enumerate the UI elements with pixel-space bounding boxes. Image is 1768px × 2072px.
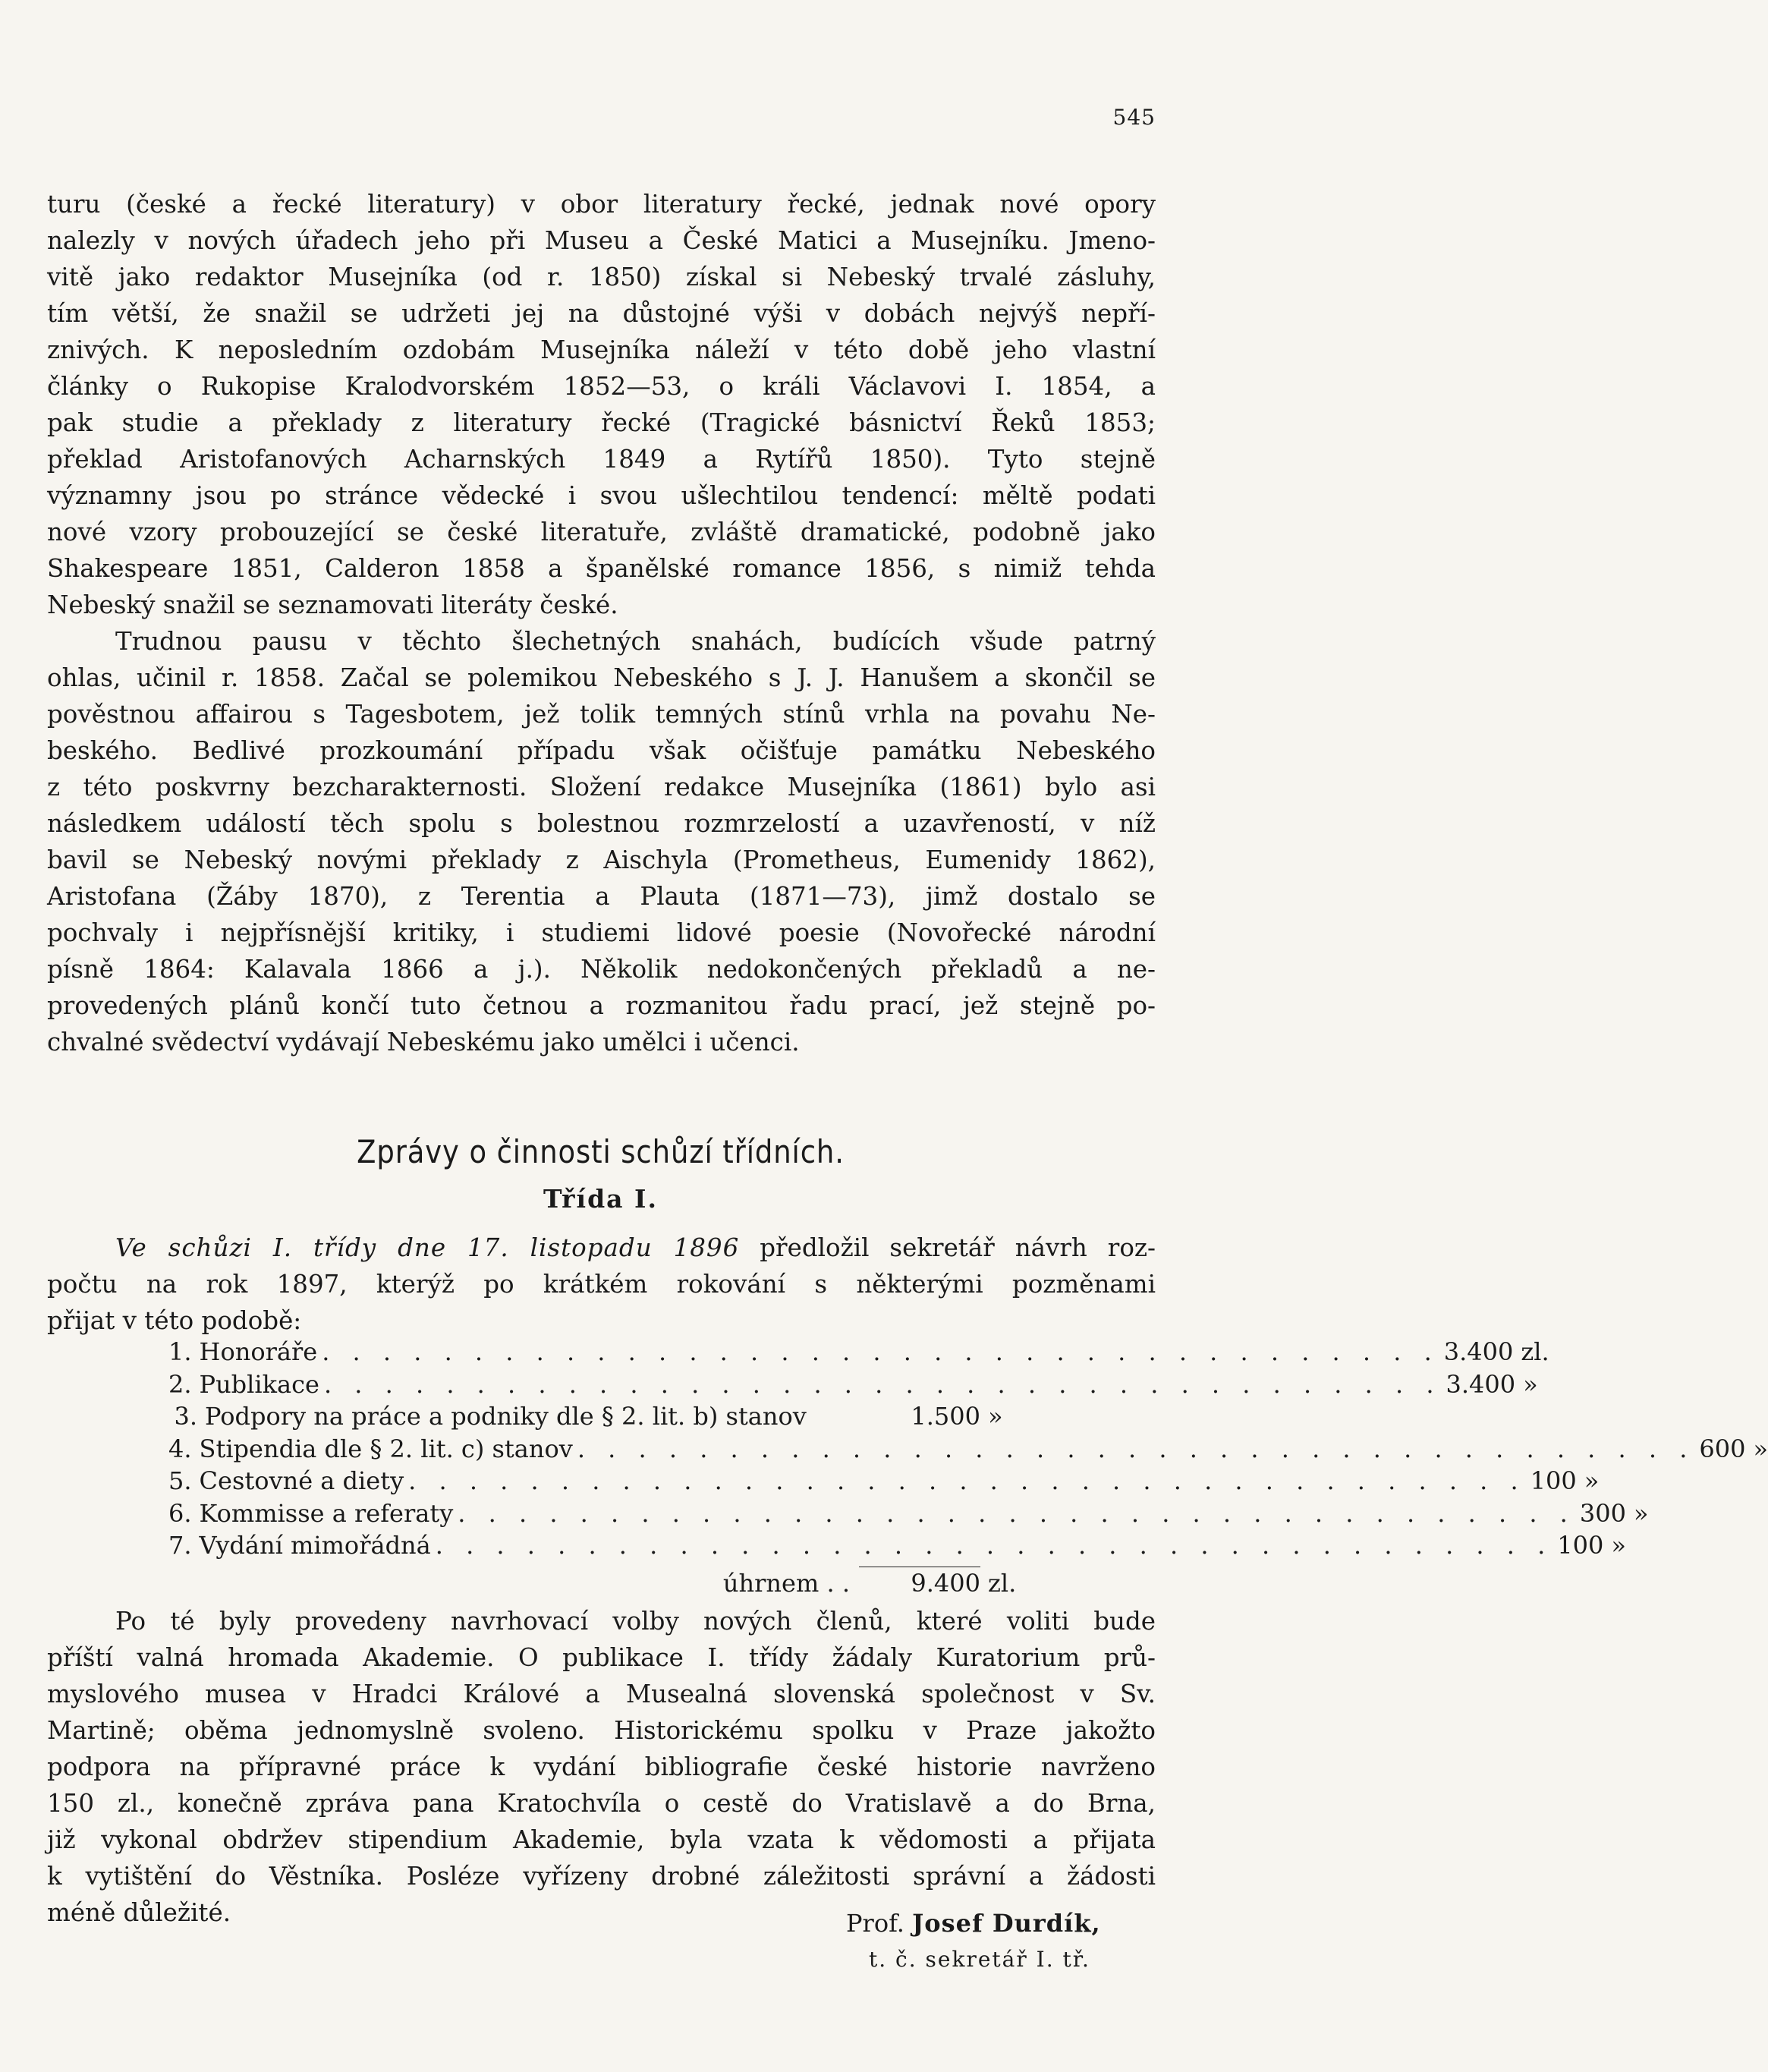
text-line <box>47 1230 1156 1266</box>
signature-block <box>846 1905 1101 1978</box>
leader-dots: . . . . . . . . . . . . . . . . . . . . . . . . . . . . . . . . . . . . . <box>435 1531 1553 1560</box>
budget-item-number: 3. <box>174 1402 197 1431</box>
text-line: Shakespeare 1851, Calderon 1858 a španělské romance 1856, s nimiž tehda <box>47 554 1156 583</box>
budget-row <box>168 1368 1538 1401</box>
text-line: příští valná hromada Akademie. O publikace I. třídy žádaly Kuratorium prů- <box>47 1643 1156 1672</box>
budget-row <box>168 1400 1033 1433</box>
text-line: překlad Aristofanových Acharnských 1849 a Rytířů 1850). Tyto stejně <box>47 445 1156 474</box>
budget-total-amount: 9.400 <box>859 1567 980 1600</box>
budget-item-label: Podpory na práce a podniky dle § 2. lit. b) stanov <box>205 1402 807 1431</box>
signature-prefix: Prof. <box>846 1909 913 1938</box>
text-line: Martině; oběma jednomyslně svoleno. Historickému spolku v Praze jakožto <box>47 1716 1156 1745</box>
budget-item-number: 5. <box>168 1466 192 1495</box>
budget-table <box>168 1336 1768 1599</box>
budget-item-unit: zl. <box>1521 1337 1549 1366</box>
budget-item-label: Cestovné a diety <box>199 1466 404 1495</box>
budget-item-amount: 1.500 <box>911 1402 980 1431</box>
text-line: ohlas, učinil r. 1858. Začal se polemikou Nebeského s J. J. Hanušem a skončil se <box>47 663 1156 692</box>
text-line: Aristofana (Žáby 1870), z Terentia a Plauta (1871—73), jimž dostalo se <box>47 882 1156 911</box>
closing-paragraph <box>47 1603 1156 1931</box>
signature-role: t. č. sekretář I. tř. <box>869 1947 1090 1972</box>
budget-item-unit: » <box>1753 1434 1768 1463</box>
budget-item-unit: » <box>988 1402 1003 1431</box>
text-line: přijat v této podobě: <box>47 1306 302 1335</box>
budget-item-unit: » <box>1611 1531 1626 1560</box>
budget-item-amount: 300 <box>1579 1498 1626 1528</box>
budget-row <box>168 1465 1600 1497</box>
text-line: Po té byly provedeny navrhovací volby nových členů, které voliti bude <box>115 1607 1156 1636</box>
meeting-text: předložil sekretář návrh roz- <box>739 1233 1156 1262</box>
budget-total-row <box>168 1567 1033 1600</box>
budget-item-unit: » <box>1633 1498 1649 1528</box>
budget-row <box>168 1497 1649 1530</box>
budget-item-amount: 100 <box>1530 1466 1577 1495</box>
budget-item-unit: » <box>1523 1369 1538 1399</box>
leader-dots: . . . . . . . . . . . . . . . . . . . . . . . . . . . . . . . . . . . . . <box>577 1434 1695 1463</box>
text-line: 150 zl., konečně zpráva pana Kratochvíla o cestě do Vratislavě a do Brna, <box>47 1789 1156 1818</box>
text-line: beského. Bedlivé prozkoumání případu však očišťuje památku Nebeského <box>47 736 1156 765</box>
budget-total-unit: zl. <box>988 1568 1017 1598</box>
text-line: chvalné svědectví vydávají Nebeskému jako umělci i učenci. <box>47 1028 800 1056</box>
text-line: k vytištění do Věstníka. Posléze vyřízeny drobné záležitosti správní a žádosti <box>47 1862 1156 1891</box>
text-line: vitě jako redaktor Musejníka (od r. 1850) získal si Nebeský trvalé zásluhy, <box>47 263 1156 291</box>
text-line: pověstnou affairou s Tagesbotem, jež tolik temných stínů vrhla na povahu Ne- <box>47 700 1156 729</box>
budget-item-amount: 3.400 <box>1443 1337 1514 1366</box>
budget-item-number: 7. <box>168 1531 192 1560</box>
text-line: Trudnou pausu v těchto šlechetných snahách, budících všude patrný <box>115 627 1156 656</box>
text-line: písně 1864: Kalavala 1866 a j.). Několik nedokončených překladů a ne- <box>47 955 1156 984</box>
leader-dots: . . . . . . . . . . . . . . . . . . . . . . . . . . . . . . . . . . . . . <box>323 1369 1442 1399</box>
text-line: z této poskvrny bezcharakternosti. Složení redakce Musejníka (1861) bylo asi <box>47 773 1156 801</box>
text-line: bavil se Nebeský novými překlady z Aischyla (Prometheus, Eumenidy 1862), <box>47 845 1156 874</box>
text-line: pak studie a překlady z literatury řecké (Tragické básnictví Řeků 1853; <box>47 408 1156 437</box>
intro-paragraph <box>47 186 1156 1060</box>
budget-row <box>168 1529 1626 1562</box>
budget-item-number: 1. <box>168 1337 192 1366</box>
text-line: následkem událostí těch spolu s bolestnou rozmrzelostí a uzavřeností, v níž <box>47 809 1156 838</box>
text-line: nalezly v nových úřadech jeho při Museu a České Matici a Musejníku. Jmeno- <box>47 226 1156 255</box>
text-line: tím větší, že snažil se udržeti jej na důstojné výši v dobách nejvýš nepří- <box>47 299 1156 328</box>
text-line: již vykonal obdržev stipendium Akademie, byla vzata k vědomosti a přijata <box>47 1825 1156 1854</box>
budget-item-label: Publikace <box>199 1369 319 1399</box>
text-line: podpora na přípravné práce k vydání bibliografie české historie navrženo <box>47 1752 1156 1781</box>
budget-item-number: 4. <box>168 1434 192 1463</box>
text-line: nové vzory probouzející se české literatuře, zvláště dramatické, podobně jako <box>47 518 1156 546</box>
class-subtitle: Třída I. <box>543 1184 658 1214</box>
budget-row <box>168 1433 1768 1466</box>
text-line: počtu na rok 1897, kterýž po krátkém rokování s některými pozměnami <box>47 1270 1156 1299</box>
budget-item-label: Kommisse a referaty <box>199 1498 454 1528</box>
budget-total-label: úhrnem . . <box>722 1568 850 1598</box>
text-line: provedených plánů končí tuto četnou a rozmanitou řadu prací, jež stejně po- <box>47 991 1156 1020</box>
text-line: myslového musea v Hradci Králové a Musealná slovenská společnost v Sv. <box>47 1680 1156 1708</box>
meeting-date: Ve schůzi I. třídy dne 17. listopadu 1896 <box>115 1233 740 1262</box>
budget-row <box>168 1336 1549 1368</box>
leader-dots: . . . . . . . . . . . . . . . . . . . . . . . . . . . . . . . . . . . . . <box>458 1498 1575 1528</box>
text-line: pochvaly i nejpřísnější kritiky, i studiemi lidové poesie (Novořecké národní <box>47 918 1156 947</box>
budget-item-label: Stipendia dle § 2. lit. c) stanov <box>199 1434 573 1463</box>
budget-item-amount: 600 <box>1699 1434 1746 1463</box>
leader-dots: . . . . . . . . . . . . . . . . . . . . . . . . . . . . . . . . . . . . . <box>408 1466 1526 1495</box>
text-line: znivých. K neposledním ozdobám Musejníka náleží v této době jeho vlastní <box>47 335 1156 364</box>
text-line: turu (české a řecké literatury) v obor literatury řecké, jednak nové opory <box>47 190 1156 219</box>
section-title: Zprávy o činnosti schůzí třídních. <box>357 1132 845 1170</box>
page-number: 545 <box>1112 105 1156 130</box>
budget-item-label: Honoráře <box>199 1337 318 1366</box>
text-line: články o Rukopise Kralodvorském 1852—53, o králi Václavovi I. 1854, a <box>47 372 1156 401</box>
meeting-paragraph <box>47 1230 1156 1339</box>
budget-item-number: 2. <box>168 1369 192 1399</box>
budget-item-amount: 3.400 <box>1446 1369 1516 1399</box>
budget-item-number: 6. <box>168 1498 192 1528</box>
text-line: významny jsou po stránce vědecké i svou ušlechtilou tendencí: měltě podati <box>47 481 1156 510</box>
leader-dots: . . . . . . . . . . . . . . . . . . . . . . . . . . . . . . . . . . . . . <box>322 1337 1439 1366</box>
text-line: Nebeský snažil se seznamovati literáty české. <box>47 590 618 619</box>
signature-name: Josef Durdík, <box>912 1909 1101 1938</box>
text-line: méně důležité. <box>47 1898 231 1927</box>
budget-item-amount: 100 <box>1557 1531 1604 1560</box>
budget-item-label: Vydání mimořádná <box>199 1531 431 1560</box>
budget-item-unit: » <box>1584 1466 1600 1495</box>
